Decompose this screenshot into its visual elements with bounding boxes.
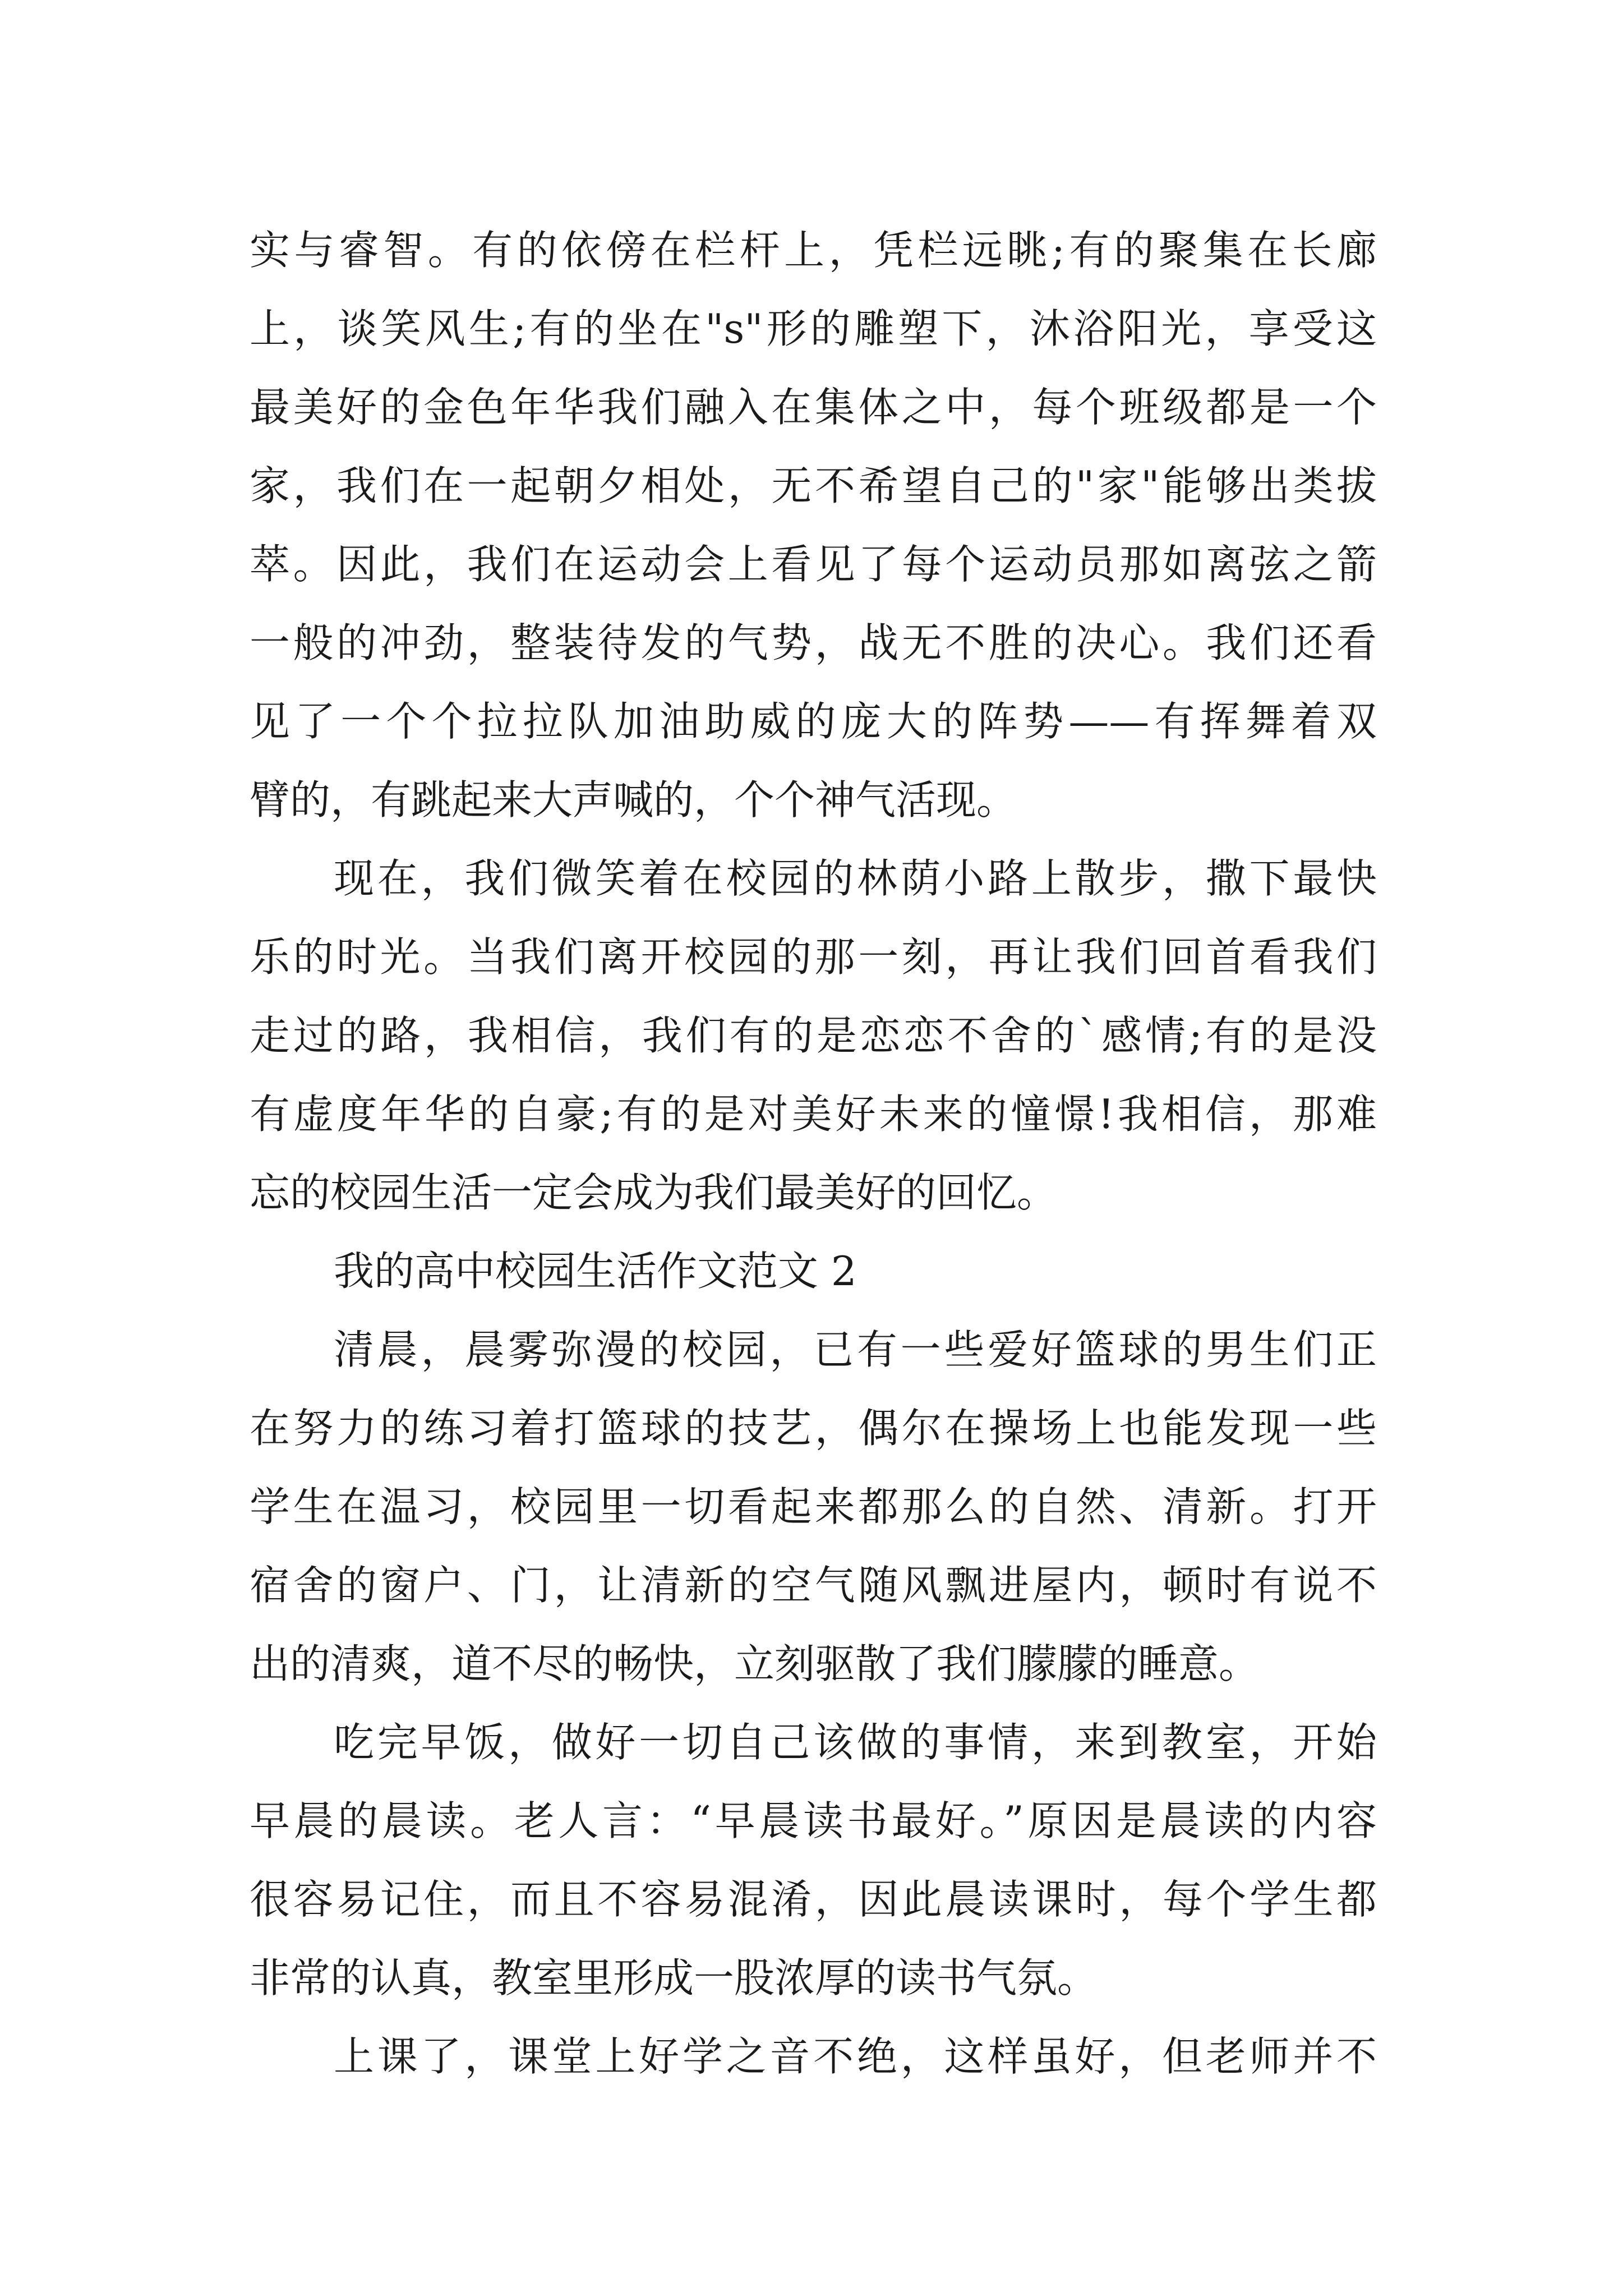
paragraph-4-line-2: 早晨的晨读。老人言：“早晨读书最好。”原因是晨读的内容 [250, 1797, 1377, 1844]
paragraph-1-line-1: 实与睿智。有的依傍在栏杆上，凭栏远眺;有的聚集在长廊 [250, 227, 1377, 274]
paragraph-4-line-1: 吃完早饭，做好一切自己该做的事情，来到教室，开始 [334, 1719, 1377, 1766]
paragraph-2-line-5: 忘的校园生活一定会成为我们最美好的回忆。 [250, 1169, 1058, 1216]
paragraph-1-line-8: 臂的，有跳起来大声喊的，个个神气活现。 [250, 776, 1017, 823]
paragraph-3-line-1: 清晨，晨雾弥漫的校园，已有一些爱好篮球的男生们正 [334, 1326, 1377, 1373]
paragraph-1-line-3: 最美好的金色年华我们融入在集体之中，每个班级都是一个 [250, 384, 1377, 431]
paragraph-2-line-2: 乐的时光。当我们离开校园的那一刻，再让我们回首看我们 [250, 933, 1377, 981]
paragraph-3-line-4: 宿舍的窗户、门，让清新的空气随风飘进屋内，顿时有说不 [250, 1562, 1377, 1609]
paragraph-1-line-6: 一般的冲劲，整装待发的气势，战无不胜的决心。我们还看 [250, 619, 1377, 666]
paragraph-3-line-5: 出的清爽，道不尽的畅快，立刻驱散了我们朦朦的睡意。 [250, 1640, 1260, 1687]
paragraph-2-line-4: 有虚度年华的自豪;有的是对美好未来的憧憬!我相信，那难 [250, 1091, 1377, 1138]
paragraph-1-line-7: 见了一个个拉拉队加油助威的庞大的阵势——有挥舞着双 [250, 698, 1377, 745]
paragraph-4-line-4: 非常的认真，教室里形成一股浓厚的读书气氛。 [250, 1954, 1098, 2001]
paragraph-3-line-2: 在努力的练习着打篮球的技艺，偶尔在操场上也能发现一些 [250, 1405, 1377, 1452]
paragraph-1-line-4: 家，我们在一起朝夕相处，无不希望自己的"家"能够出类拔 [250, 462, 1377, 509]
paragraph-5-line-1: 上课了，课堂上好学之音不绝，这样虽好，但老师并不 [334, 2033, 1377, 2080]
paragraph-4-line-3: 很容易记住，而且不容易混淆，因此晨读课时，每个学生都 [250, 1876, 1377, 1923]
section-heading: 我的高中校园生活作文范文 2 [334, 1248, 857, 1295]
paragraph-2-line-3: 走过的路，我相信，我们有的是恋恋不舍的`感情;有的是没 [250, 1012, 1377, 1059]
paragraph-2-line-1: 现在，我们微笑着在校园的林荫小路上散步，撒下最快 [334, 855, 1377, 902]
paragraph-1-line-2: 上，谈笑风生;有的坐在"s"形的雕塑下，沐浴阳光，享受这 [250, 305, 1377, 352]
paragraph-3-line-3: 学生在温习，校园里一切看起来都那么的自然、清新。打开 [250, 1483, 1377, 1530]
paragraph-1-line-5: 萃。因此，我们在运动会上看见了每个运动员那如离弦之箭 [250, 541, 1377, 588]
